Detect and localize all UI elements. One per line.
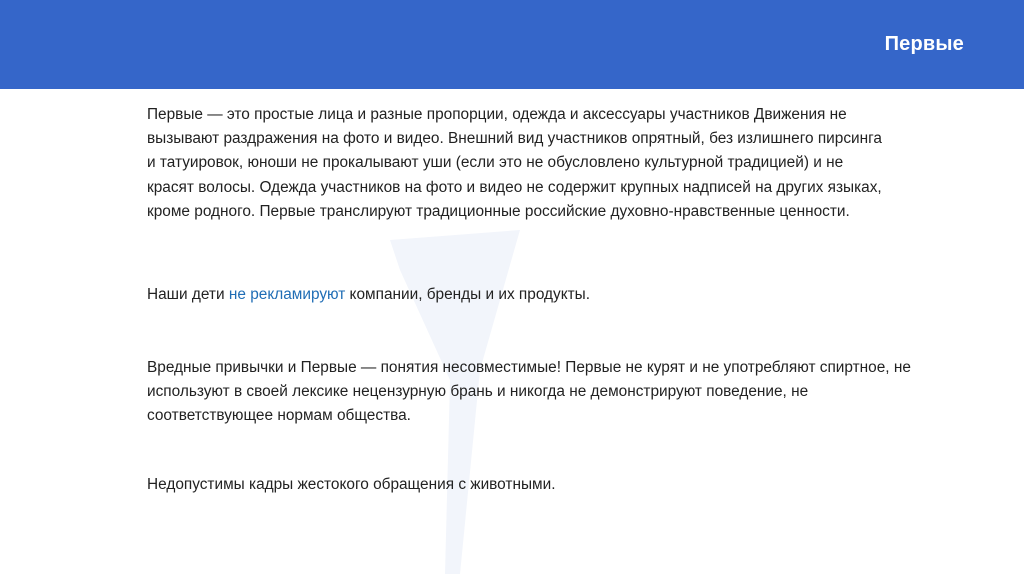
paragraph-bad-habits: Вредные привычки и Первые — понятия несовместимые! Первые не курят и не употребляют спиртное, не используют в своей лексике нецензурную брань и никогда не демонстрируют поведение, не соответствующее нормам общества. [147, 359, 911, 425]
paragraph-appearance: Первые — это простые лица и разные пропорции, одежда и аксессуары участников Движения не вызывают раздражения на фото и видео. Внешний вид участников опрятный, без излишнего пирсинга и татуировок, юноши не прокалывают уши (если это не обусловлено культурной традицией) и не красят волосы. Одежда участников на фото и видео не содержит крупных надписей на других языках, кроме родного. Первые транслируют традиционные российские духовно-нравственные ценности. [147, 106, 882, 220]
paragraph-advertising [147, 283, 887, 307]
paragraph-animals: Недопустимы кадры жестокого обращения с животными. [147, 476, 556, 493]
paragraph-advertising-end: компании, бренды и их продукты. [345, 286, 591, 303]
paragraph-advertising-start: Наши дети [147, 286, 229, 303]
highlight-text: не рекламируют [228, 286, 346, 303]
header-title: Первые [884, 33, 964, 55]
header-bar [0, 0, 1024, 89]
